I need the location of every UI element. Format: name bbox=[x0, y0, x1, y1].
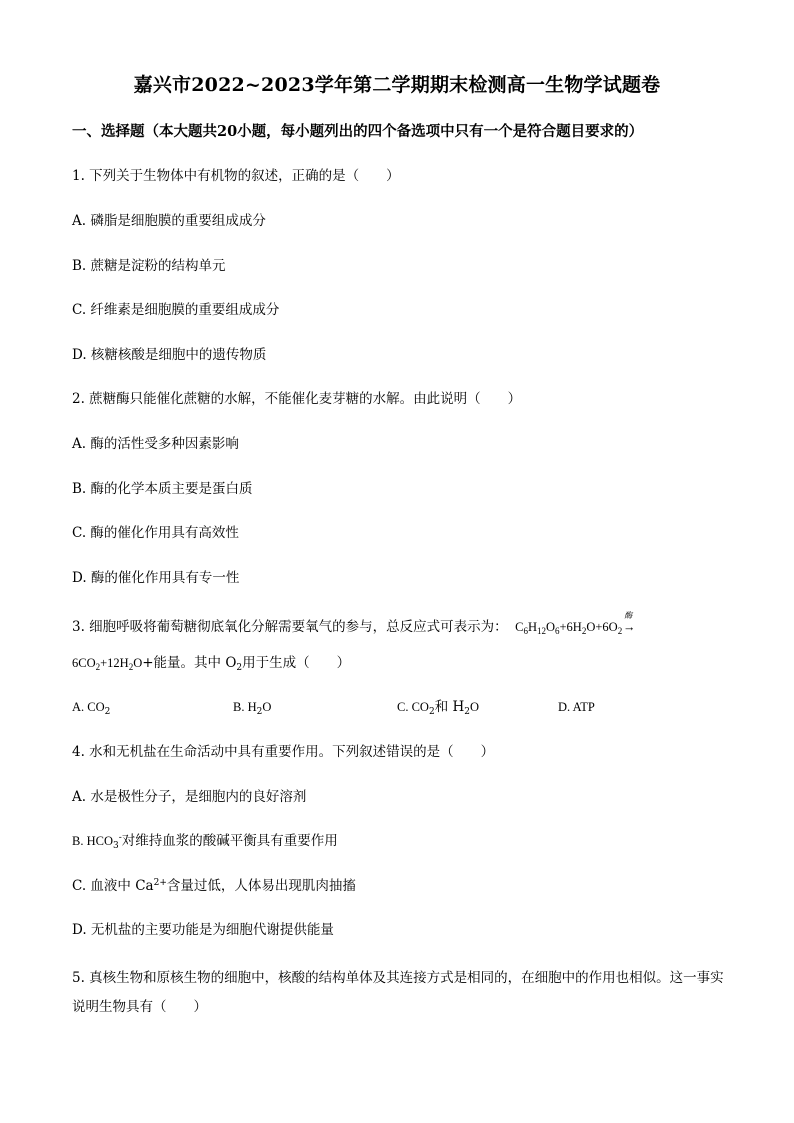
q4-option-a[interactable]: A. 水是极性分子，是细胞内的良好溶剂 bbox=[72, 789, 307, 805]
q1-option-d[interactable]: D. 核糖核酸是细胞中的遗传物质 bbox=[72, 347, 267, 363]
q1-option-a[interactable]: A. 磷脂是细胞膜的重要组成成分 bbox=[72, 213, 266, 229]
q3-option-b[interactable]: B. $H_2O$ bbox=[233, 700, 272, 717]
q2-option-c[interactable]: C. 酶的催化作用具有高效性 bbox=[72, 525, 239, 541]
reaction-arrow-icon: 酶 → bbox=[622, 617, 636, 637]
q3-option-a[interactable]: A. $CO_2$ bbox=[72, 700, 111, 717]
q3-stem-line2: $6CO_2+12H_2O+$能量。其中 $O_2$用于生成（ ） bbox=[72, 655, 351, 673]
q3-stem-line1 bbox=[72, 611, 636, 637]
q1-option-c[interactable]: C. 纤维素是细胞膜的重要组成成分 bbox=[72, 302, 280, 318]
q3-stem-part1: 3. 细胞呼吸将葡萄糖彻底氧化分解需要氧气的参与，总反应式可表示为： bbox=[72, 619, 508, 635]
exam-title: 嘉兴市2022~2023学年第二学期期末检测高一生物学试题卷 bbox=[133, 74, 661, 96]
q3-stem-part2: +能量。其中 O bbox=[142, 655, 237, 671]
respiration-equation-right: $6CO_2+12H_2O$ bbox=[72, 656, 143, 672]
q4-option-b[interactable]: B. $HCO_3^-$对维持血浆的酸碱平衡具有重要作用 bbox=[72, 833, 338, 851]
q3-option-c[interactable]: C. $CO_2$和 $H_2O$ bbox=[397, 699, 480, 717]
enzyme-label: 酶 bbox=[624, 611, 633, 620]
q4-stem: 4. 水和无机盐在生命活动中具有重要作用。下列叙述错误的是（ ） bbox=[72, 744, 495, 760]
q4-option-d[interactable]: D. 无机盐的主要功能是为细胞代谢提供能量 bbox=[72, 922, 334, 938]
q2-option-b[interactable]: B. 酶的化学本质主要是蛋白质 bbox=[72, 481, 253, 497]
section-heading: 一、选择题（本大题共20小题，每小题列出的四个备选项中只有一个是符合题目要求的） bbox=[72, 123, 644, 140]
q5-stem: 5. 真核生物和原核生物的细胞中，核酸的结构单体及其连接方式是相同的，在细胞中的作用也相似。这一事实说明生物具有（ ） bbox=[72, 970, 724, 1015]
q1-stem: 1. 下列关于生物体中有机物的叙述，正确的是（ ） bbox=[72, 168, 400, 184]
q3-option-d[interactable]: D. ATP bbox=[558, 700, 595, 714]
q4-option-c[interactable]: C. 血液中 $Ca^{2+}$含量过低，人体易出现肌肉抽搐 bbox=[72, 878, 356, 894]
q3-stem-part3: 用于生成（ ） bbox=[242, 655, 351, 671]
q2-option-d[interactable]: D. 酶的催化作用具有专一性 bbox=[72, 570, 240, 586]
q1-option-b[interactable]: B. 蔗糖是淀粉的结构单元 bbox=[72, 258, 226, 274]
respiration-equation-left: $C_6H_{12}O_6+6H_2O+6O_2$ 酶 → bbox=[512, 620, 636, 634]
q2-option-a[interactable]: A. 酶的活性受多种因素影响 bbox=[72, 436, 239, 452]
q2-stem: 2. 蔗糖酶只能催化蔗糖的水解，不能催化麦芽糖的水解。由此说明（ ） bbox=[72, 391, 522, 407]
